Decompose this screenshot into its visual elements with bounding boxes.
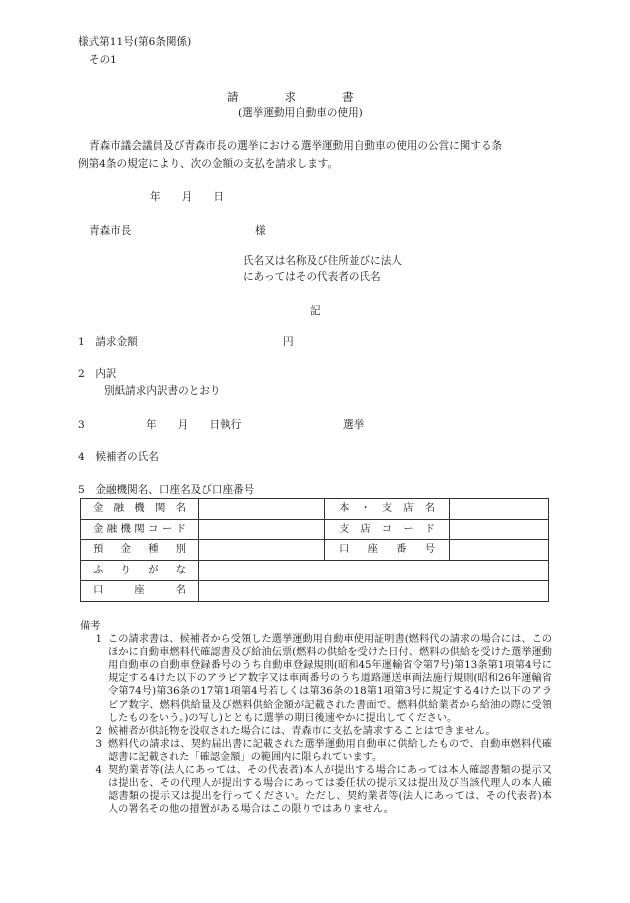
note-text: この請求書は、候補者から受領した選挙運動用自動車使用証明書(燃料代の請求の場合には、このほかに自動車燃料代確認書及び給油伝票(燃料の供給を受けた日付、燃料の供給を受けた選挙運動用自動車の自動車登録番号のうち自動車登録規則(昭和45年運輸省令第7号)第13条第1項第4号に規定する4けた以下のアラビア数字又は車両番号のうち道路運送車両法施行規則(昭和26年運輸省令第74号)第36条の17第1項第4号若しくは第36条の18第1項第3号に規定する4けた以下のアラビア数字、燃料供給量及び燃料供給金額が記載された書面で、燃料供給業者から給油の際に受領したものをいう。)の写し)とともに選挙の期日後速やかに提出してください。: [108, 634, 552, 724]
branch-code-label: 支店コード: [325, 519, 450, 540]
addressee: 青森市長: [89, 225, 132, 237]
item-request-amount: 1 請求金額: [78, 336, 138, 348]
furigana-label: ふりがな: [81, 560, 199, 581]
signer-label-line1: 氏名又は名称及び住所並びに法人: [243, 255, 402, 267]
account-type-field[interactable]: [199, 540, 325, 561]
bank-name-field[interactable]: [199, 499, 325, 520]
amount-unit: 円: [283, 336, 294, 348]
branch-name-field[interactable]: [450, 499, 549, 520]
bank-code-field[interactable]: [199, 519, 325, 540]
form-sub-number: その1: [89, 54, 117, 66]
note-item: [80, 633, 552, 725]
ki-heading: 記: [310, 305, 321, 317]
notes-heading: 備考: [80, 621, 101, 632]
bank-name-label: 金融機関名: [81, 499, 199, 520]
bank-code-label: 金融機関コード: [81, 519, 199, 540]
note-text: 燃料代の請求は、契約届出書に記載された選挙運動用自動車に供給したもので、自動車燃料代確認書に記載された「確認金額」の範囲内に限られています。: [108, 738, 552, 763]
item-bank-info: 5 金融機関名、口座名及び口座番号: [78, 484, 255, 496]
branch-name-label: 本・支店名: [325, 499, 450, 520]
intro-text-line1: 青森市議会議員及び青森市長の選挙における選挙運動用自動車の使用の公営に関する条: [89, 140, 503, 152]
item-candidate-name: 4 候補者の氏名: [78, 451, 159, 463]
note-item: [80, 725, 552, 738]
note-number: 4: [95, 765, 102, 777]
page-title: 請 求 書: [227, 90, 354, 104]
signer-label-line2: にあってはその代表者の氏名: [243, 271, 381, 283]
note-number: 1: [95, 634, 102, 646]
bank-info-table: [80, 498, 549, 602]
election-date: 年 月 日執行: [146, 419, 242, 431]
note-text: 契約業者等(法人にあっては、その代表者)本人が提出する場合にあっては本人確認書類の提示又は提出を、その代理人が提出する場合にあっては委任状の提示又は提出及び当該代理人の本人確認書類の提示又は提出を行ってください。ただし、契約業者等(法人にあっては、その代表者)本人の署名その他の措置がある場合はこの限りではありません。: [108, 765, 552, 816]
election-label: 選挙: [343, 419, 365, 431]
note-text: 候補者が供託物を没収された場合には、青森市に支払を請求することはできません。: [108, 725, 496, 737]
note-number: 2: [95, 725, 102, 737]
item-breakdown: 2 内訳: [78, 368, 117, 380]
account-number-field[interactable]: [450, 540, 549, 561]
account-number-label: 口座番号: [325, 540, 450, 561]
intro-text-line2: 例第4条の規定により、次の金額の支払を請求します。: [78, 158, 339, 170]
note-item: [80, 738, 552, 764]
furigana-field[interactable]: [199, 560, 549, 581]
request-date: 年 月 日: [150, 191, 225, 203]
note-number: 3: [95, 738, 102, 750]
note-item: [80, 764, 552, 816]
page-subtitle: (選挙運動用自動車の使用): [238, 107, 363, 119]
account-holder-label: 口座名: [81, 581, 199, 602]
form-number: 様式第11号(第6条関係): [78, 36, 192, 48]
breakdown-detail: 別紙請求内訳書のとおり: [104, 385, 221, 397]
addressee-suffix: 様: [255, 225, 266, 237]
item-election-number: 3: [78, 419, 85, 431]
account-holder-field[interactable]: [199, 581, 549, 602]
account-type-label: 預金種別: [81, 540, 199, 561]
notes-section: [80, 620, 552, 816]
branch-code-field[interactable]: [450, 519, 549, 540]
